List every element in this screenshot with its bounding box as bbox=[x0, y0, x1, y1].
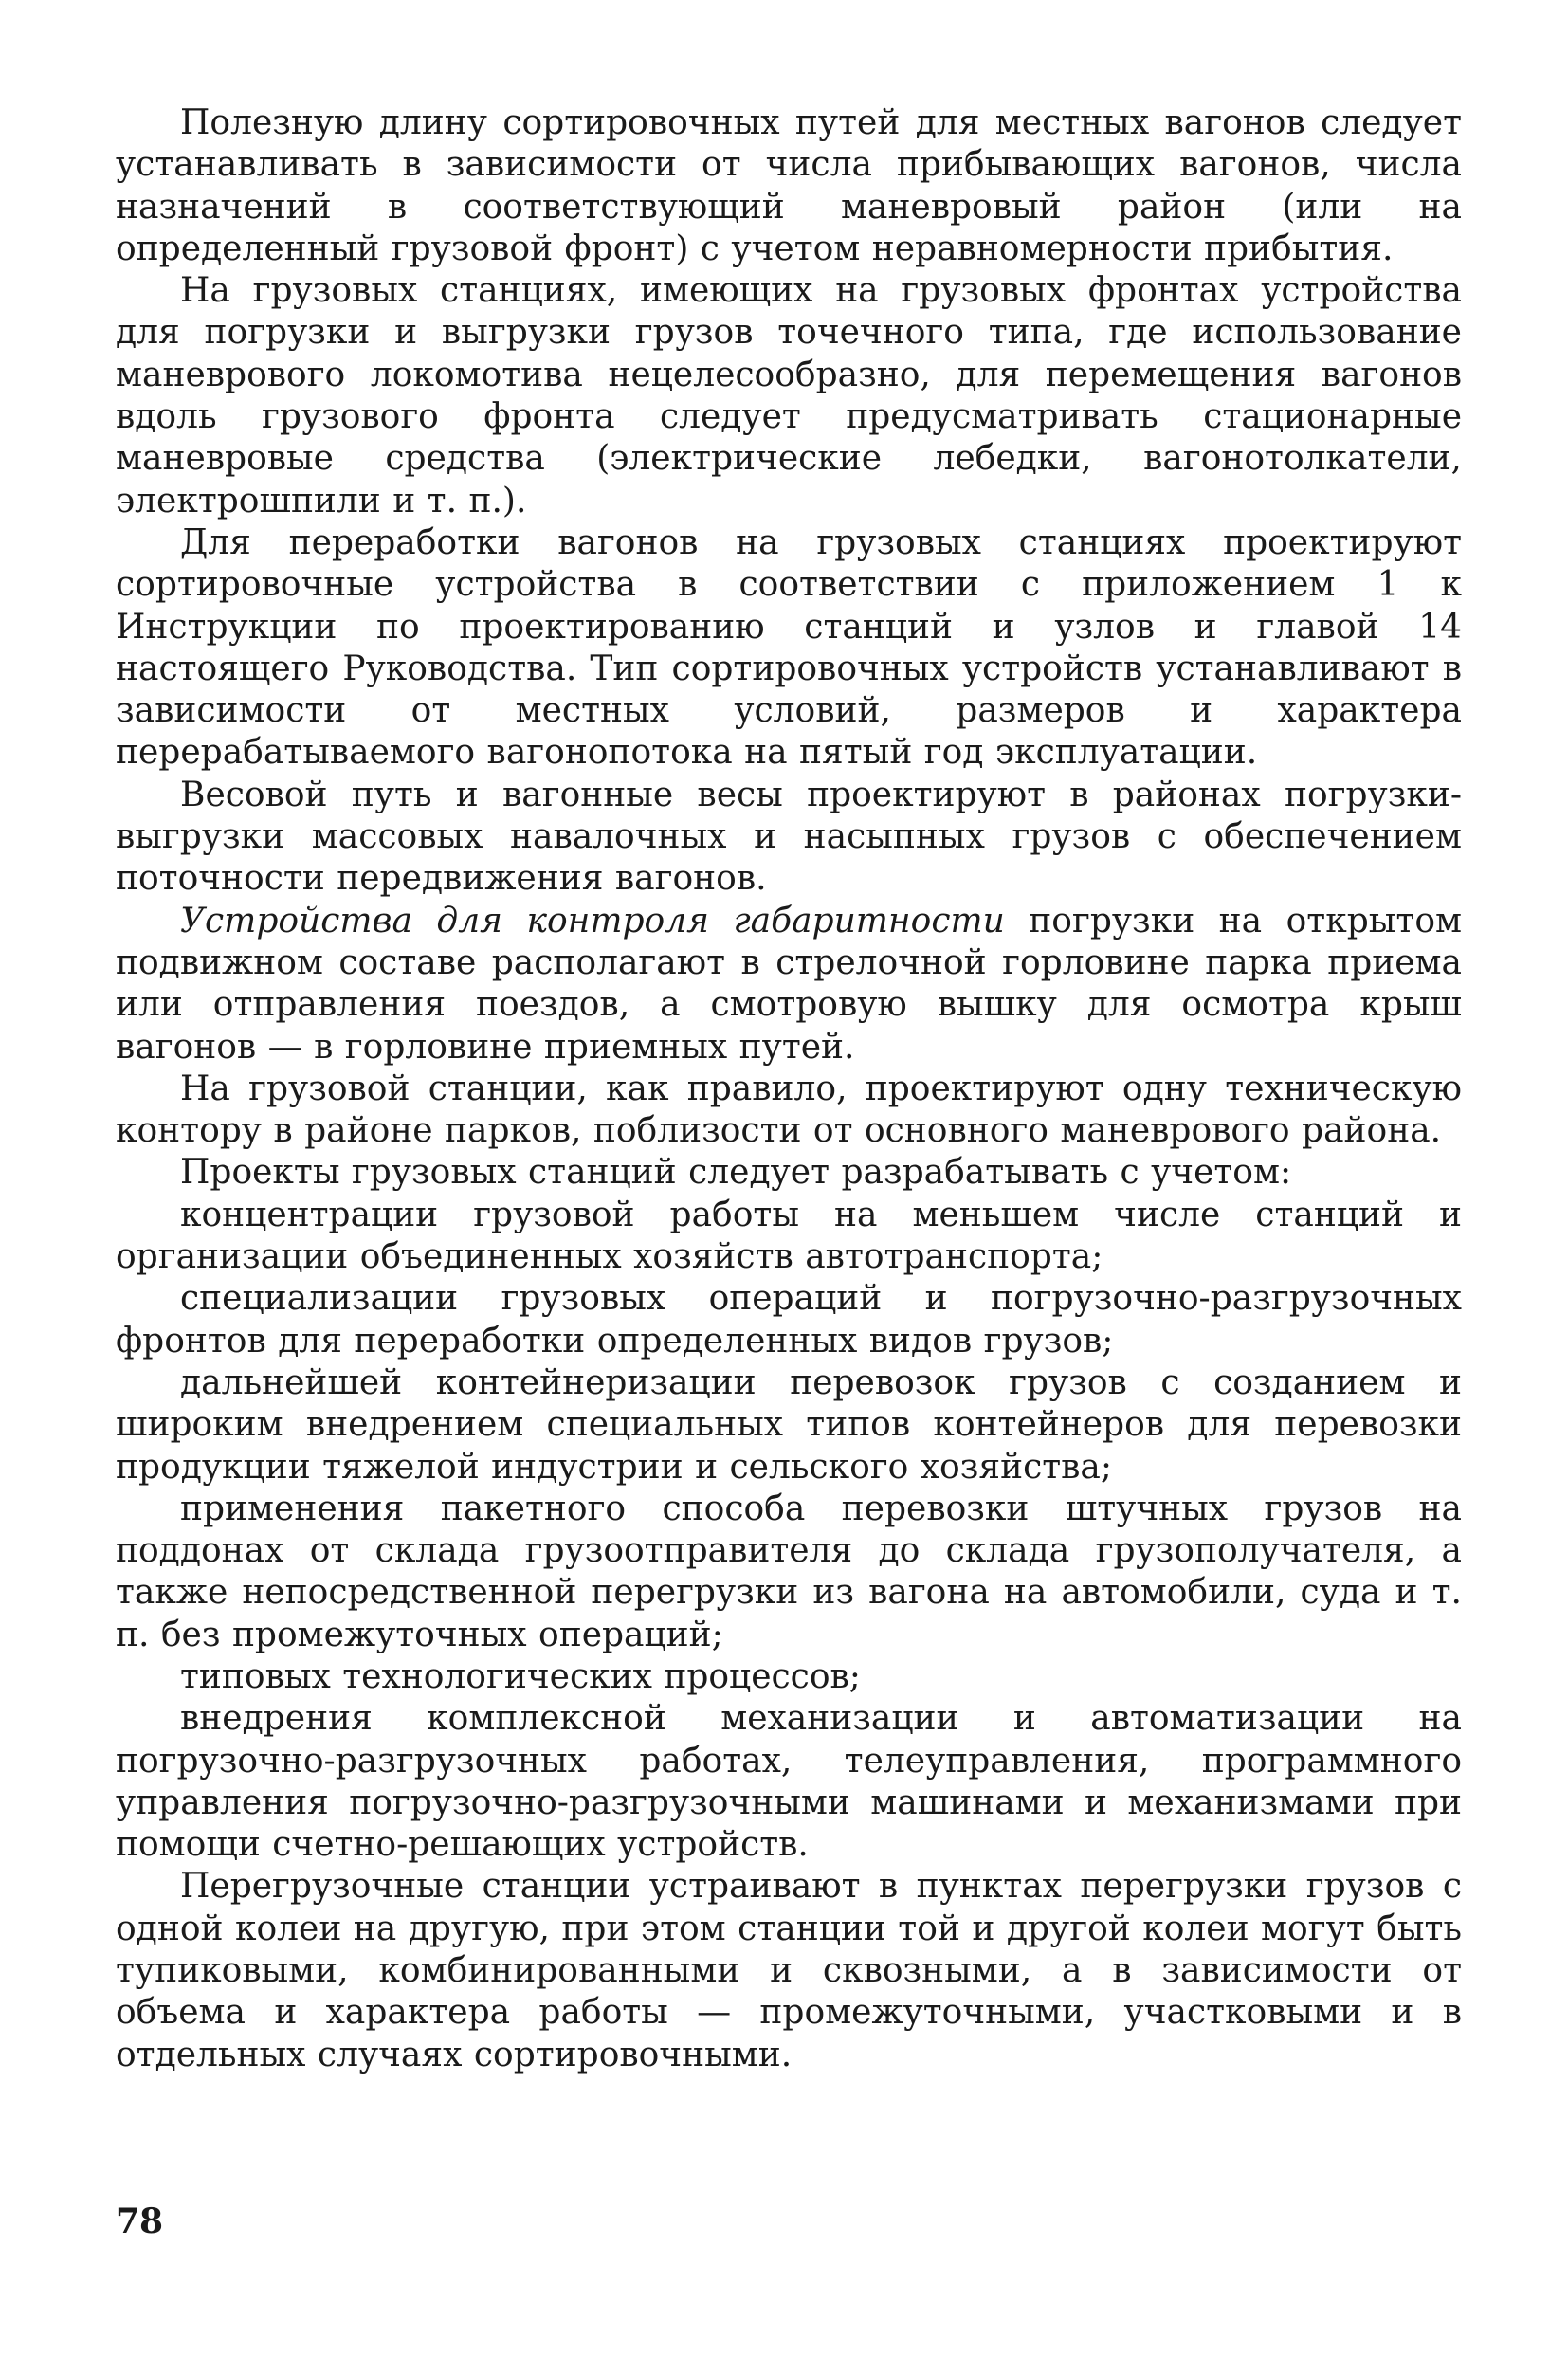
paragraph-rest: погрузки на открытом подвижном составе располагают в стрелочной горловине парка приема или отправления поездов, а смотровую вышку для осмотра крыш вагонов — в горловине приемных путей. bbox=[116, 901, 1462, 1067]
body-text bbox=[116, 102, 1462, 2076]
list-item-pallet-method: применения пакетного способа перевозки штучных грузов на поддонах от склада грузоотправителя до склада грузополучателя, а также непосредственной перегрузки из вагона на автомобили, суда и т. п. без промежуточных операций; bbox=[116, 1489, 1462, 1654]
list-item-containerization: дальнейшей контейнеризации перевозок грузов с созданием и широким внедрением специальных типов контейнеров для перевозки продукции тяжелой индустрии и сельского хозяйства; bbox=[116, 1362, 1462, 1487]
list-item-concentration: концентрации грузовой работы на меньшем числе станций и организации объединенных хозяйств автотранспорта; bbox=[116, 1195, 1462, 1277]
page-number: 78 bbox=[116, 2201, 164, 2241]
paragraph-sorting-tracks: Полезную длину сортировочных путей для местных вагонов следует устанавливать в зависимости от числа прибывающих вагонов, числа назначений в соответствующий маневровый район (или на определенный грузовой фронт) с учетом неравномерности прибытия. bbox=[116, 103, 1462, 268]
paragraph-shunting-means: На грузовых станциях, имеющих на грузовых фронтах устройства для погрузки и выгрузки грузов точечного типа, где использование маневрового локомотива нецелесообразно, для перемещения вагонов вдоль грузового фронта следует предусматривать стационарные маневровые средства (электрические лебедки, вагонотолкатели, электрошпили и т. п.). bbox=[116, 271, 1462, 521]
paragraph-weighing-track: Весовой путь и вагонные весы проектируют в районах погрузки-выгрузки массовых навалочных и насыпных грузов с обеспечением поточности передвижения вагонов. bbox=[116, 775, 1462, 899]
list-item-specialization: специализации грузовых операций и погрузочно-разгрузочных фронтов для переработки определенных видов грузов; bbox=[116, 1279, 1462, 1361]
italic-lead-phrase: Устройства для контроля габаритности bbox=[180, 901, 1005, 941]
paragraph-clearance-control bbox=[116, 901, 1462, 1069]
paragraph-sorting-devices: Для переработки вагонов на грузовых станциях проектируют сортировочные устройства в соответствии с приложением 1 к Инструкции по проектированию станций и узлов и главой 14 настоящего Руководства. Тип сортировочных устройств устанавливают в зависимости от местных условий, размеров и характера перерабатываемого вагонопотока на пятый год эксплуатации. bbox=[116, 522, 1462, 773]
paragraph-transshipment-stations: Перегрузочные станции устраивают в пунктах перегрузки грузов с одной колеи на другую, при этом станции той и другой колеи могут быть тупиковыми, комбинированными и сквозными, а в зависимости от объема и характера работы — промежуточными, участковыми и в отдельных случаях сортировочными. bbox=[116, 1867, 1462, 2074]
list-item-typical-processes: типовых технологических процессов; bbox=[180, 1656, 861, 1696]
list-item-mechanization: внедрения комплексной механизации и автоматизации на погрузочно-разгрузочных работах, телеуправления, программного управления погрузочно-разгрузочными машинами и механизмами при помощи счетно-решающих устройств. bbox=[116, 1699, 1462, 1865]
paragraph-technical-office: На грузовой станции, как правило, проектируют одну техническую контору в районе парков, поблизости от основного маневрового района. bbox=[116, 1069, 1462, 1151]
paragraph-projects-intro: Проекты грузовых станций следует разрабатывать с учетом: bbox=[180, 1153, 1292, 1193]
